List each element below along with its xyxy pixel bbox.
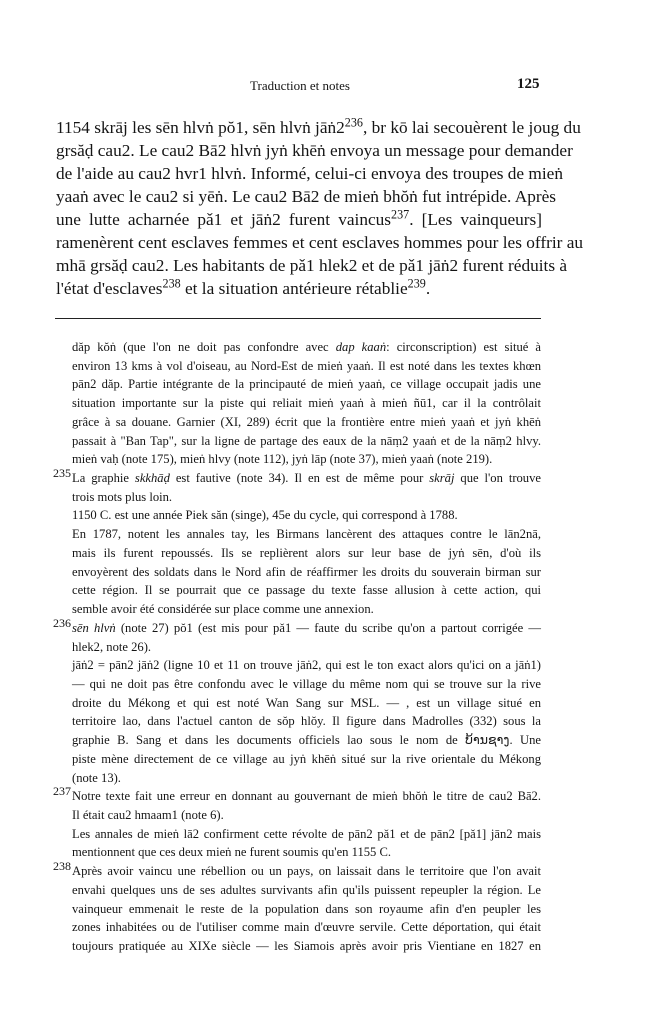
footnote-line	[72, 656, 541, 675]
text-segment: — qui ne doit pas être confondu avec le village du même nom qui se trouve sur la rive	[72, 676, 541, 691]
footnote-line	[72, 900, 541, 919]
footnote-line	[72, 600, 541, 619]
footnote-number: 236	[53, 615, 71, 630]
footnote-line	[72, 750, 541, 769]
footnote-line	[72, 432, 541, 451]
footnote-line	[72, 488, 541, 507]
footnote-line	[72, 544, 541, 563]
text-segment: (note 13).	[72, 770, 121, 785]
footnote-line	[72, 825, 541, 844]
text-line	[56, 231, 584, 254]
text-segment: grâce à sa douane. Garnier (XI, 289) écrit que la frontière entre mieṅ yaaṅ et jyṅ khēṅ	[72, 414, 541, 429]
footnote-line	[72, 918, 541, 937]
footnote-reference: 238	[162, 276, 181, 291]
footnote-line	[72, 338, 541, 357]
footnote-line	[72, 357, 541, 376]
text-segment: trois mots plus loin.	[72, 489, 173, 504]
footnote-line	[72, 675, 541, 694]
text-segment: Après avoir vaincu une rébellion ou un pays, on laissait dans le territoire que l'on avait	[72, 864, 541, 879]
italic-term: sēn hlvṅ	[72, 620, 116, 635]
text-segment: envoyèrent des soldats dans le Nord afin de réaffirmer les droits du souverain birman sur	[72, 564, 541, 579]
footnote-line	[53, 859, 541, 881]
footnote-line	[72, 881, 541, 900]
footnote-line	[72, 937, 541, 956]
text-segment: . [Les vainqueurs]	[409, 210, 543, 229]
footnote-line	[72, 806, 541, 825]
text-segment: une lutte acharnée pǎ1 et jāṅ2 furent vaincus	[56, 210, 392, 229]
text-segment: La graphie	[72, 471, 135, 486]
footnote-line	[72, 694, 541, 713]
text-segment: zones inhabitées ou de l'utiliser comme main d'œuvre servile. Cette déportation, qui était	[72, 920, 541, 935]
text-segment: mentionnent que ces deux mieṅ ne furent soumis qu'en 1155 C.	[72, 845, 392, 860]
text-segment: mhā grsăḍ cau2. Les habitants de pǎ1 hlek2 et de pǎ1 jāṅ2 furent réduits à	[56, 256, 568, 275]
text-segment: .	[425, 279, 431, 298]
text-segment: 1154 skrāj les sēn hlvṅ pŏ1, sēn hlvṅ jāṅ2	[56, 118, 345, 137]
text-segment: semble avoir été considérée sur place comme une annexion.	[72, 602, 374, 617]
footnote-reference: 239	[407, 276, 426, 291]
text-segment: l'état d'esclaves	[56, 279, 163, 298]
italic-term: dap kaaṅ	[335, 340, 387, 354]
text-segment: : circonscription) est situé à	[386, 340, 541, 354]
footnote-line	[72, 563, 541, 582]
footnote-line	[72, 731, 541, 750]
text-segment: En 1787, notent les annales tay, les Birmans lancèrent des attaques contre le lān2nā,	[72, 527, 541, 542]
page-number: 125	[517, 76, 540, 92]
footnote-line	[72, 375, 541, 394]
text-segment: grsăḍ cau2. Le cau2 Bā2 hlvṅ jyṅ khēṅ envoya un message pour demander	[56, 141, 573, 160]
text-segment: cette région. Il se pourrait que ce passage du texte fasse allusion à cette action, qui	[72, 583, 541, 598]
text-segment: et la situation antérieure rétablie	[180, 279, 408, 298]
footnote-line	[72, 525, 541, 544]
footnote-line	[72, 506, 541, 525]
footnote-line	[72, 843, 541, 862]
text-segment: pān2 dăp. Partie intégrante de la principauté de mieṅ yaaṅ, ce village occupait jadis une	[72, 377, 541, 392]
footnote-reference: 236	[344, 115, 363, 130]
running-header: Traduction et notes	[250, 78, 350, 93]
footnote-line	[72, 581, 541, 600]
text-line	[56, 208, 542, 231]
text-line	[56, 162, 563, 185]
text-segment: 1150 C. est une année Piek săn (singe), 45e du cycle, qui correspond à 1788.	[72, 508, 458, 523]
italic-term: skkhāḍ	[134, 471, 170, 486]
text-segment: ramenèrent cent esclaves femmes et cent esclaves hommes pour les offrir au	[56, 233, 584, 252]
text-segment: hlek2, note 26).	[72, 639, 152, 654]
text-segment: Il était cau2 hmaam1 (note 6).	[72, 807, 224, 822]
text-segment: envahi quelques uns de ses adultes survivants afin qu'ils puissent repeupler la région. Le	[72, 882, 541, 897]
footnote-line	[72, 712, 541, 731]
footnote-number: 237	[53, 784, 71, 799]
text-line	[56, 185, 557, 208]
text-segment: toujours pratiquée au XIXe siècle — les Siamois après avoir pris Vientiane en 1827 en	[72, 939, 541, 953]
text-segment: est fautive (note 34). Il en est de même pour	[169, 471, 430, 486]
footnote-line	[72, 394, 541, 413]
footnote-line	[72, 638, 541, 657]
footnote-line	[53, 615, 541, 638]
text-line	[56, 139, 573, 162]
text-segment: mais ils furent repoussés. Ils se replièrent alors sur leur base de jyṅ sēn, d'où ils	[72, 545, 541, 560]
text-line	[56, 254, 568, 277]
footnote-line	[53, 466, 541, 488]
footnotes	[53, 338, 541, 956]
text-segment: graphie B. Sang et dans les documents officiels lao sous le nom de ບ້ານຊາງ. Une	[72, 733, 541, 748]
text-segment: , br kō lai secouèrent le joug du	[362, 118, 581, 137]
text-segment: que l'on trouve	[454, 471, 541, 486]
footnote-number: 238	[53, 859, 71, 874]
text-segment: mieṅ vaḥ (note 175), mieṅ hlvy (note 112), jyṅ lāp (note 37), mieṅ yaaṅ (note 219).	[72, 452, 493, 467]
main-text	[56, 115, 584, 300]
text-segment: piste mène directement de ce village au jyṅ khēṅ situé sur la rive orientale du Mékong	[72, 751, 541, 766]
text-line	[56, 115, 581, 139]
footnote-number: 235	[53, 466, 71, 481]
footnote-line	[72, 450, 541, 469]
footnote-divider	[55, 318, 541, 319]
footnote-line	[72, 769, 541, 788]
text-segment: situation importante sur la piste qui reliait mieṅ yaaṅ à mieṅ ñū1, car il la contrôlait	[72, 396, 541, 411]
text-segment: environ 13 kms à vol d'oiseau, au Nord-Est de mieṅ yaaṅ. Il est noté dans les textes khœn	[72, 358, 541, 373]
text-segment: Les annales de mieṅ lā2 confirment cette révolte de pān2 pǎ1 et de pān2 [pǎ1] jān2 mais	[72, 826, 541, 841]
footnote-line	[72, 413, 541, 432]
footnote-line	[53, 784, 541, 806]
text-line	[56, 277, 542, 300]
text-segment: droite du Mékong et qui est noté Wan Sang sur MSL. — , est un village situé en	[72, 695, 541, 710]
text-segment: (note 27) pŏ1 (est mis pour pǎ1 — faute du scribe qu'on a partout corrigée —	[115, 620, 541, 635]
italic-term: skrāj	[429, 471, 455, 486]
text-segment: jāṅ2 = pān2 jāṅ2 (ligne 10 et 11 on trouve jāṅ2, qui est le ton exact alors qu'ici on a jāṅ1)	[72, 658, 541, 673]
text-segment: de l'aide au cau2 hvr1 hlvṅ. Informé, celui-ci envoya des troupes de mieṅ	[56, 164, 563, 183]
text-segment: passait à "Ban Tap", sur la ligne de partage des eaux de la nāṃ2 yaaṅ et de la nāṃ2 hlvy.	[72, 433, 541, 448]
text-segment: territoire lao, dans l'actuel canton de sŏp hlŏy. Il figure dans Madrolles (332) sous la	[72, 714, 541, 729]
text-segment: dăp kŏṅ (que l'on ne doit pas confondre avec	[72, 340, 336, 354]
text-segment: yaaṅ avec le cau2 si yēṅ. Le cau2 Bā2 de mieṅ bhŏṅ fut intrépide. Après	[56, 187, 557, 206]
text-segment: Notre texte fait une erreur en donnant au gouvernant de mieṅ bhŏṅ le titre de cau2 Bā2.	[72, 789, 541, 804]
footnote-reference: 237	[391, 207, 410, 222]
text-segment: vainqueur emmenait le reste de la population dans son royaume afin d'en peupler les	[72, 901, 541, 916]
